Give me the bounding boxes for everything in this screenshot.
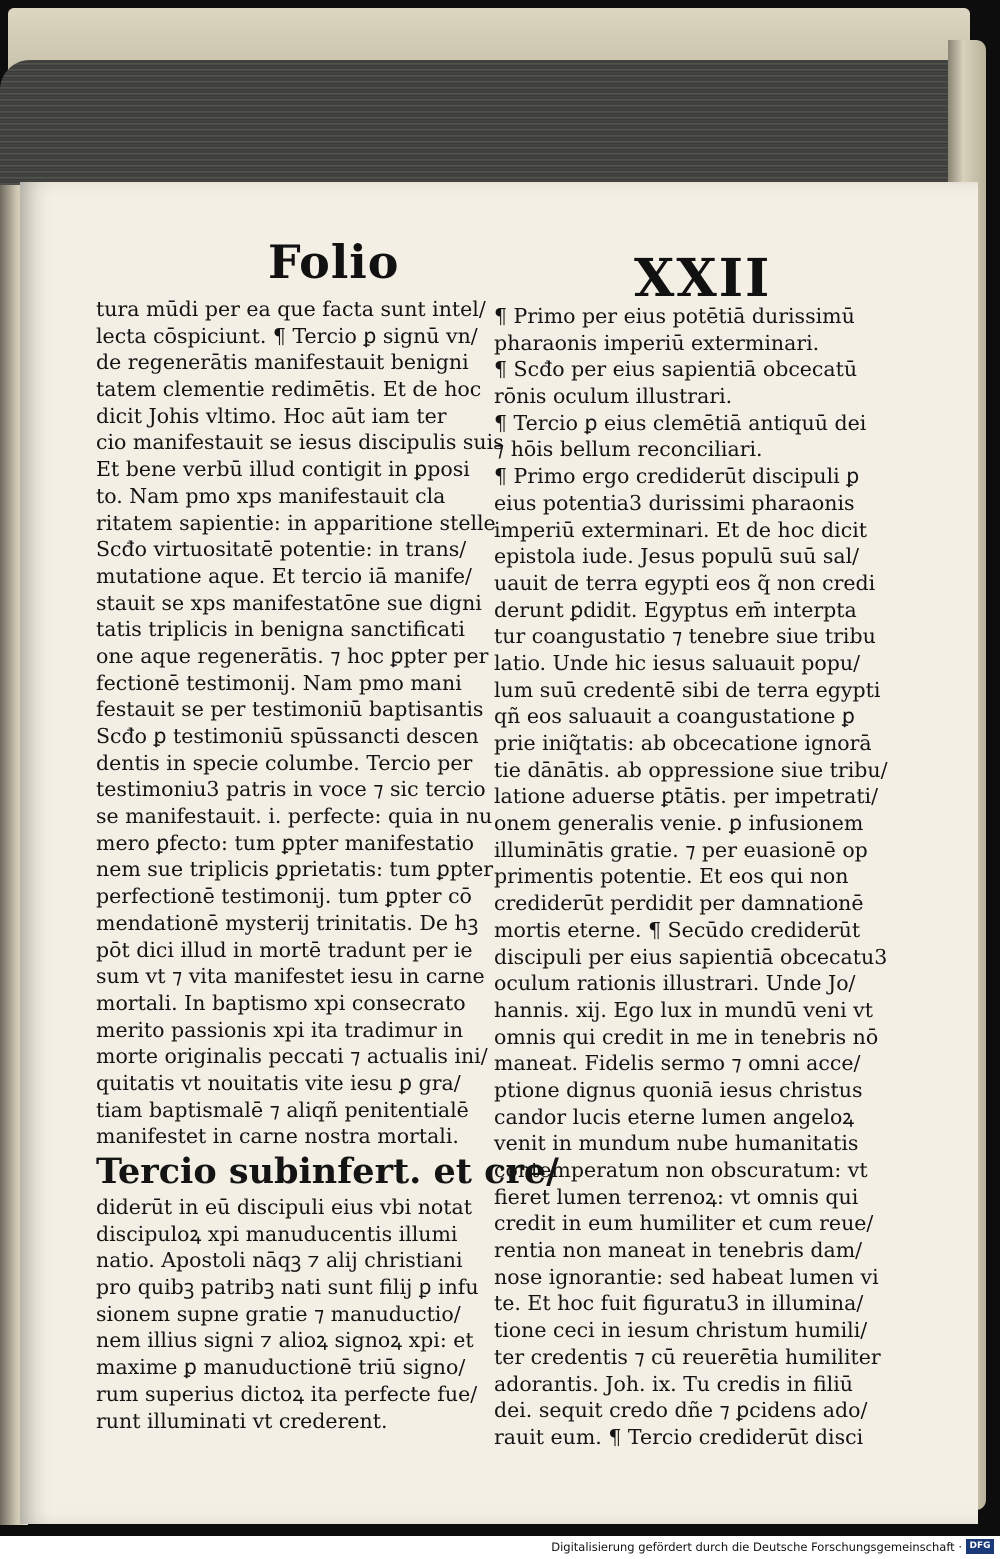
folio-number: XXII (634, 248, 772, 309)
text-line: rōnis oculum illustrari. (494, 384, 733, 409)
text-line: fectionē testimonij. Nam pmo mani (96, 670, 462, 695)
text-line: ¶ Tercio ꝑ eius clemētiā antiquū dei (494, 410, 867, 435)
right-text-column (494, 303, 888, 1451)
text-line: ter credentis ⁊ cū reuerētia humiliter (494, 1344, 881, 1369)
text-line: ¶ Primo per eius potētiā durissimū (494, 304, 855, 328)
text-line: eius potentia3 durissimi pharaonis (494, 490, 855, 515)
text-line: uauit de terra egypti eos q̃ non credi (494, 570, 876, 595)
text-line: oculum rationis illustrari. Unde Jo/ (494, 971, 856, 996)
text-line: primentis potentie. Et eos qui non (494, 864, 849, 889)
text-line: festauit se per testimoniū baptisantis (96, 697, 484, 722)
text-line: mortis eterne. ¶ Secūdo crediderūt (494, 917, 861, 942)
text-line: prie iniq̃tatis: ab obcecatione ignorā (494, 731, 872, 755)
text-line: fieret lumen terrenoꝝ: vt omnis qui (494, 1184, 859, 1209)
text-line: qñ eos saluauit a coangustatione ꝑ (494, 704, 855, 729)
text-line: dentis in specie columbe. Tercio per (96, 750, 473, 775)
text-line: dicit Johis vltimo. Hoc aūt iam ter (96, 403, 447, 428)
text-line: pōt dici illud in mortē tradunt per ie (96, 937, 473, 962)
text-line: ¶ Scđo per eius sapientiā obcecatū (494, 357, 858, 382)
text-line: de regenerātis manifestauit benigni (96, 350, 469, 375)
text-line: ¶ Primo ergo crediderūt discipuli ꝑ (494, 464, 860, 489)
running-head-folio: Folio (268, 235, 400, 289)
text-line: crediderūt perdidit per damnationē (494, 891, 864, 916)
text-line: sum vt ⁊ vita manifestet iesu in carne (96, 964, 485, 989)
text-line: perfectionē testimonij. tum ꝑpter cō (96, 884, 472, 909)
text-line: Scđo ꝑ testimoniū spūssancti descen (96, 724, 479, 748)
text-line: testimoniu3 patris in voce ⁊ sic tercio (96, 777, 486, 802)
text-line: rentia non maneat in tenebris dam/ (494, 1238, 863, 1263)
text-line: tione ceci in iesum christum humili/ (494, 1318, 868, 1343)
text-line: omnis qui credit in me in tenebris nō (494, 1024, 879, 1049)
text-line: merito passionis xpi ita tradimur in (96, 1017, 464, 1042)
text-line: stauit se xps manifestatōne sue digni (96, 590, 482, 615)
text-line: epistola iude. Jesus populū suū sal/ (494, 544, 860, 569)
text-line: imperiū exterminari. Et de hoc dicit (494, 517, 867, 542)
footer-credit: Digitalisierung gefördert durch die Deutsche Forschungsgemeinschaft · (551, 1540, 962, 1554)
text-line: rauit eum. ¶ Tercio crediderūt disci (494, 1424, 864, 1449)
text-line: contemperatum non obscuratum: vt (494, 1158, 868, 1182)
text-line: Et bene verbū illud contigit in ꝑposi (96, 457, 470, 482)
text-line: derunt ꝑdidit. Egyptus em̄ interpta (494, 597, 857, 622)
text-line: morte originalis peccati ⁊ actualis ini/ (96, 1044, 488, 1069)
text-line: one aque regenerātis. ⁊ hoc ꝑpter per (96, 643, 489, 668)
text-line: latione aduerse ꝑtātis. per impetrati/ (494, 784, 879, 809)
text-line: Scđo virtuositatē potentie: in trans/ (96, 537, 467, 562)
text-line: lum suū credentē sibi de terra egypti (494, 677, 881, 702)
text-line: discipuloꝝ xpi manuducentis illumi (96, 1221, 458, 1246)
text-line: mendationē mysterij trinitatis. De hꝫ (96, 910, 479, 935)
dfg-logo: DFG (966, 1539, 994, 1554)
text-line: adorantis. Joh. ix. Tu credis in filiū (494, 1371, 853, 1396)
text-line: lecta cōspiciunt. ¶ Tercio ꝑ signū vn/ (96, 323, 478, 348)
text-line: credit in eum humiliter et cum reue/ (494, 1211, 874, 1236)
text-line: onem generalis venie. ꝑ infusionem (494, 811, 864, 836)
text-line: nem illius signi ⁊ alioꝝ signoꝝ xpi: et (96, 1328, 474, 1353)
text-line: maneat. Fidelis sermo ⁊ omni acce/ (494, 1051, 861, 1076)
text-line: runt illuminati vt crederent. (96, 1408, 388, 1433)
text-line: nem sue triplicis ꝑprietatis: tum ꝑpter (96, 857, 494, 882)
text-line: pro quibꝫ patribꝫ nati sunt filij ꝑ infu (96, 1275, 479, 1300)
text-line: tie dānātis. ab oppressione siue tribu/ (494, 757, 888, 782)
text-line: tura mūdi per ea que facta sunt intel/ (96, 297, 486, 321)
text-line: illuminātis gratie. ⁊ per euasionē op (494, 837, 868, 862)
text-line: se manifestauit. i. perfecte: quia in nu (96, 804, 493, 829)
text-line: tatis triplicis in benigna sanctificati (96, 617, 465, 642)
text-line: nose ignorantie: sed habeat lumen vi (494, 1264, 879, 1289)
text-line: to. Nam pmo xps manifestauit cla (96, 483, 446, 508)
text-line: sionem supne gratie ⁊ manuductio/ (96, 1301, 461, 1326)
text-line: mero ꝑfecto: tum ꝑpter manifestatio (96, 830, 474, 855)
text-line: natio. Apostoli nāqꝫ ⁊ alij christiani (96, 1248, 463, 1273)
text-line: maxime ꝑ manuductionē triū signo/ (96, 1355, 466, 1380)
text-line: hannis. xij. Ego lux in mundū veni vt (494, 997, 873, 1022)
text-line: mortali. In baptismo xpi consecrato (96, 990, 466, 1015)
text-line: quitatis vt nouitatis vite iesu ꝑ gra/ (96, 1070, 461, 1095)
text-line: mutatione aque. Et tercio iā manife/ (96, 563, 472, 588)
text-line: cio manifestauit se iesus discipulis suis (96, 430, 504, 455)
text-line: tatem clementie redimētis. Et de hoc (96, 377, 482, 402)
left-text-column (96, 296, 559, 1434)
text-line: latio. Unde hic iesus saluauit popu/ (494, 650, 860, 675)
text-line: tiam baptismalē ⁊ aliqñ penitentialē (96, 1097, 469, 1122)
text-line: manifestet in carne nostra mortali. (96, 1124, 459, 1149)
text-line: rum superius dictoꝝ ita perfecte fue/ (96, 1381, 478, 1406)
book-page-block (0, 60, 985, 190)
text-line: te. Et hoc fuit figuratu3 in illumina/ (494, 1291, 864, 1316)
text-line: ⁊ hōis bellum reconciliari. (494, 437, 763, 462)
text-line: pharaonis imperiū exterminari. (494, 330, 820, 355)
text-line: discipuli per eius sapientiā obcecatu3 (494, 944, 888, 969)
text-line: candor lucis eterne lumen angeloꝝ (494, 1104, 855, 1129)
text-line: diderūt in eū discipuli eius vbi notat (96, 1195, 472, 1219)
text-line: tur coangustatio ⁊ tenebre siue tribu (494, 624, 876, 649)
text-line: dei. sequit credo dñe ⁊ ꝑcidens ado/ (494, 1398, 868, 1423)
text-line: ritatem sapientie: in apparitione stelle (96, 510, 496, 535)
text-line: ptione dignus quoniā iesus christus (494, 1077, 863, 1102)
text-line: venit in mundum nube humanitatis (494, 1131, 859, 1156)
section-heading: Tercio subinfert. et cre/ (96, 1151, 559, 1192)
